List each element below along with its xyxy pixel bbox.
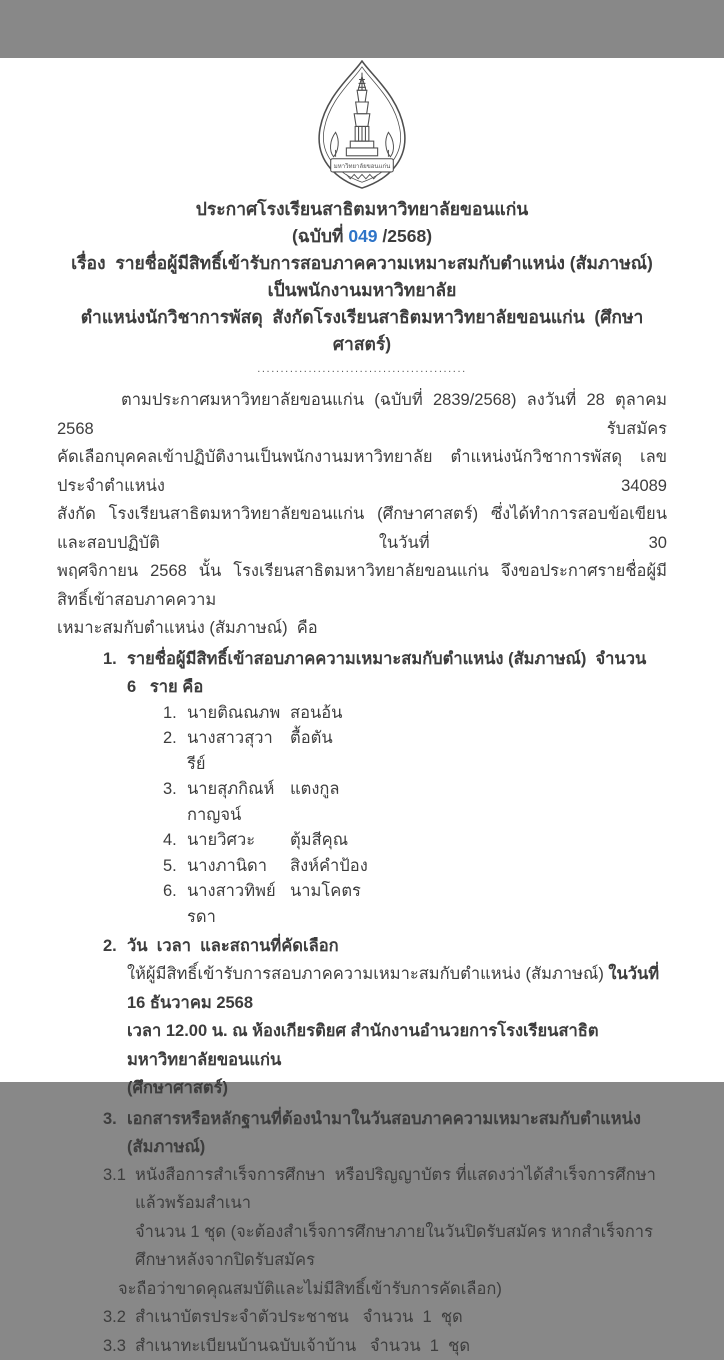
intro-paragraph xyxy=(57,386,667,643)
candidate-first-name: นายสุภกิณห์กาญจน์ xyxy=(187,777,290,828)
candidate-row xyxy=(57,726,667,777)
section2-number: 2. xyxy=(103,932,127,960)
section2-line1-text: ให้ผู้มีสิทธิ์เข้ารับการสอบภาคความเหมาะสมกับตำแหน่ง (สัมภาษณ์) xyxy=(127,965,608,983)
document-item xyxy=(57,1332,667,1360)
document-item-text: สำเนาบัตรประจำตัวประชาชน จำนวน 1 ชุด xyxy=(135,1303,463,1332)
candidate-row xyxy=(57,828,667,854)
issue-prefix: (ฉบับที่ xyxy=(292,226,348,246)
candidate-number: 1. xyxy=(163,701,187,727)
interview-time-venue: เวลา 12.00 น. ณ ห้องเกียรติยศ สำนักงานอำนวยการโรงเรียนสาธิตมหาวิทยาลัยขอนแก่น xyxy=(57,1017,667,1074)
document-item-continuation: จำนวน 1 ชุด (จะต้องสำเร็จการศึกษาภายในวันปิดรับสมัคร หากสำเร็จการศึกษาหลังจากปิดรับสมัคร xyxy=(57,1218,667,1275)
candidate-last-name: สอนอ้น xyxy=(290,701,667,727)
issue-suffix: /2568) xyxy=(378,226,432,246)
section3-heading xyxy=(57,1105,667,1161)
section1-heading-text: รายชื่อผู้มีสิทธิ์เข้าสอบภาคความเหมาะสมกับตำแหน่ง (สัมภาษณ์) จำนวน 6 ราย คือ xyxy=(127,645,667,701)
subject-line-1: เรื่อง รายชื่อผู้มีสิทธิ์เข้ารับการสอบภาคความเหมาะสมกับตำแหน่ง (สัมภาษณ์) เป็นพนักงานมหาวิทยาลัย xyxy=(57,250,667,304)
candidate-last-name: แตงกูล xyxy=(290,777,667,828)
candidate-row xyxy=(57,879,667,930)
intro-line: เหมาะสมกับตำแหน่ง (สัมภาษณ์) คือ xyxy=(57,614,667,643)
candidate-last-name: นามโคตร xyxy=(290,879,667,930)
document-item-text: สำเนาทะเบียนบ้านฉบับเจ้าบ้าน จำนวน 1 ชุด xyxy=(135,1332,470,1360)
document-item-number: 3.3 xyxy=(103,1332,135,1360)
issue-number: 049 xyxy=(348,226,377,246)
document-item-number: 3.2 xyxy=(103,1303,135,1332)
candidate-row xyxy=(57,854,667,880)
section3-number: 3. xyxy=(103,1105,127,1161)
candidate-first-name: นางภานิดา xyxy=(187,854,290,880)
kku-seal-logo xyxy=(303,58,421,191)
candidate-first-name: นางสาวสุวารีย์ xyxy=(187,726,290,777)
banner-tail-zigzag xyxy=(346,174,377,178)
candidate-number: 6. xyxy=(163,879,187,930)
document-item xyxy=(57,1303,667,1332)
section1-heading xyxy=(57,645,667,701)
candidate-row xyxy=(57,777,667,828)
intro-line: คัดเลือกบุคคลเข้าปฏิบัติงานเป็นพนักงานมหาวิทยาลัย ตำแหน่งนักวิชาการพัสดุ เลขประจำตำแหน่ง 34089 xyxy=(57,443,667,500)
divider-dots: ............................................. xyxy=(57,358,667,380)
candidate-number: 5. xyxy=(163,854,187,880)
document-item-continuation: จะถือว่าขาดคุณสมบัติและไม่มีสิทธิ์เข้ารับการคัดเลือก) xyxy=(57,1275,667,1304)
section2-heading-text: วัน เวลา และสถานที่คัดเลือก xyxy=(127,932,339,960)
candidate-first-name: นายวิศวะ xyxy=(187,828,290,854)
candidate-number: 3. xyxy=(163,777,187,828)
subject-line-2: ตำแหน่งนักวิชาการพัสดุ สังกัดโรงเรียนสาธิตมหาวิทยาลัยขอนแก่น (ศึกษาศาสตร์) xyxy=(57,304,667,358)
candidate-first-name: นายติณณภพ xyxy=(187,701,290,727)
banner xyxy=(331,159,394,172)
issue-line xyxy=(57,223,667,250)
stupa-icon xyxy=(346,73,377,156)
candidate-list xyxy=(57,701,667,931)
section2-heading xyxy=(57,932,667,960)
candidate-last-name: สิงห์คำป้อง xyxy=(290,854,667,880)
intro-line: พฤศจิกายน 2568 นั้น โรงเรียนสาธิตมหาวิทยาลัยขอนแก่น จึงขอประกาศรายชื่อผู้มีสิทธิ์เข้าสอบภาคความ xyxy=(57,557,667,614)
intro-line: สังกัด โรงเรียนสาธิตมหาวิทยาลัยขอนแก่น (ศึกษาศาสตร์) ซึ่งได้ทำการสอบข้อเขียน และสอบปฏิบัติ ในวันที่ 30 xyxy=(57,500,667,557)
logo-container xyxy=(57,58,667,191)
document-item xyxy=(57,1161,667,1218)
venue-faculty: (ศึกษาศาสตร์) xyxy=(57,1074,667,1103)
banner-text: มหาวิทยาลัยขอนแก่น xyxy=(334,163,391,170)
section2-line-1 xyxy=(57,960,667,1017)
candidate-last-name: ตุ้มสีคุณ xyxy=(290,828,667,854)
document-item-text: หนังสือการสำเร็จการศึกษา หรือปริญญาบัตร ที่แสดงว่าได้สำเร็จการศึกษาแล้วพร้อมสำเนา xyxy=(135,1161,667,1218)
intro-line: ตามประกาศมหาวิทยาลัยขอนแก่น (ฉบับที่ 2839/2568) ลงวันที่ 28 ตุลาคม 2568 รับสมัคร xyxy=(57,386,667,443)
candidate-row xyxy=(57,701,667,727)
candidate-first-name: นางสาวทิพย์รดา xyxy=(187,879,290,930)
section3-heading-text: เอกสารหรือหลักฐานที่ต้องนำมาในวันสอบภาคความเหมาะสมกับตำแหน่ง (สัมภาษณ์) xyxy=(127,1105,667,1161)
candidate-number: 2. xyxy=(163,726,187,777)
candidate-last-name: ตื้อตัน xyxy=(290,726,667,777)
interview-date: ในวันที่ 16 ธันวาคม 2568 xyxy=(127,965,659,1012)
candidate-number: 4. xyxy=(163,828,187,854)
section1-number: 1. xyxy=(103,645,127,701)
document-item-number: 3.1 xyxy=(103,1161,135,1218)
page-title: ประกาศโรงเรียนสาธิตมหาวิทยาลัยขอนแก่น xyxy=(57,196,667,223)
announcement-document xyxy=(0,58,724,1082)
